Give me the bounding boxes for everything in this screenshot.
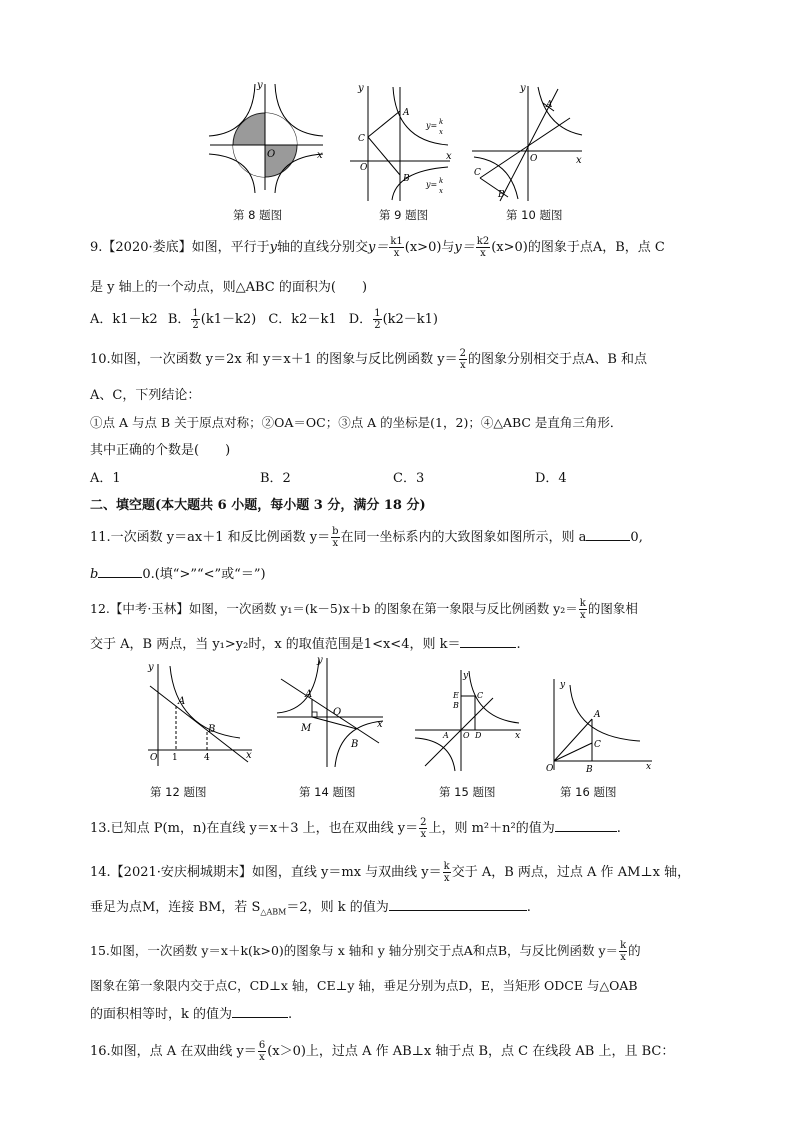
- q9-func1: y＝: [368, 240, 389, 255]
- q11-frac: [331, 526, 339, 549]
- svg-text:B: B: [208, 724, 216, 735]
- figure-10: [470, 83, 585, 203]
- fig8-caption: 第 8 题图: [233, 208, 283, 222]
- svg-text:k: k: [439, 118, 444, 126]
- fig16-caption: 第 16 题图: [560, 785, 617, 799]
- svg-text:C: C: [358, 134, 365, 144]
- q11-line2-b: 0.(填“>”“<”或“＝”): [142, 567, 266, 582]
- q15-line3: [90, 1003, 292, 1022]
- q16-line1: [90, 1040, 674, 1063]
- svg-text:O: O: [360, 163, 368, 173]
- svg-text:A: A: [305, 689, 313, 700]
- svg-text:k: k: [439, 177, 444, 185]
- svg-text:D: D: [475, 731, 482, 740]
- figure-16: [540, 675, 655, 775]
- q12-line1: [90, 598, 638, 621]
- svg-text:C: C: [474, 168, 481, 178]
- q9-option-d-expr: (k2－k1): [382, 312, 439, 327]
- q14-blank[interactable]: [389, 910, 527, 911]
- fig12-caption: 第 12 题图: [150, 785, 207, 799]
- q13-frac: [419, 817, 427, 840]
- q13-line: [90, 817, 621, 840]
- svg-text:x: x: [377, 719, 383, 730]
- q11-blank-a[interactable]: [586, 540, 630, 541]
- q9-option-b-letter: B．: [167, 312, 191, 327]
- q9-cond2: (x>0)的图象于点A，B，点 C: [491, 240, 665, 255]
- svg-text:y: y: [520, 83, 526, 94]
- q14-frac-den: x: [443, 873, 450, 884]
- svg-text:4: 4: [204, 753, 210, 763]
- figure-14: [275, 655, 385, 770]
- svg-text:y: y: [317, 655, 323, 666]
- q15-line2: 图象在第一象限内交于点C，CD⊥x 轴，CE⊥y 轴，垂足分别为点D，E，当矩形 ODCE 与△OAB: [90, 978, 638, 993]
- q10-line1-a: 10.如图，一次函数 y＝2x 和 y＝x＋1 的图象与反比例函数 y＝: [90, 352, 458, 367]
- q10-frac: [459, 348, 467, 371]
- figure-9: [348, 83, 453, 203]
- q15-blank[interactable]: [232, 1017, 288, 1018]
- q13-frac-den: x: [420, 829, 427, 840]
- q10-option-a[interactable]: A．1: [90, 471, 121, 486]
- svg-text:y=: y=: [426, 180, 438, 189]
- q14-frac: [443, 861, 451, 884]
- q9-option-b-half: [191, 308, 199, 331]
- q15-line1: [90, 940, 641, 963]
- q15-line1-a: 15.如图，一次函数 y＝x＋k(k>0)的图象与 x 轴和 y 轴分别交于点A和点B，与反比例函数 y＝: [90, 943, 619, 958]
- svg-text:O: O: [333, 707, 342, 718]
- q16-frac: [258, 1040, 266, 1063]
- q12-line1-b: 的图象相: [587, 601, 638, 616]
- q12-line2: [90, 633, 521, 652]
- q10-line2: A、C，下列结论：: [90, 388, 201, 403]
- q9-half-den-b: 2: [192, 320, 199, 331]
- svg-text:A: A: [443, 731, 449, 740]
- svg-text:A: A: [594, 710, 601, 720]
- q12-frac-num: k: [579, 598, 586, 609]
- q15-frac-num: k: [620, 940, 627, 951]
- q12-line2-a: 交于 A，B 两点，当 y₁>y₂时，x 的取值范围是1<x<4，则 k＝: [90, 637, 461, 652]
- svg-text:y: y: [358, 83, 364, 94]
- svg-text:C: C: [594, 740, 601, 750]
- q14-frac-num: k: [443, 861, 450, 872]
- svg-text:x: x: [246, 750, 252, 761]
- q9-half-den-d: 2: [374, 320, 381, 331]
- figure-8: [205, 78, 335, 198]
- q9-line1: [90, 236, 665, 259]
- q14-line2-c: .: [526, 900, 531, 915]
- q9-frac2-num: k2: [476, 236, 490, 247]
- q13-line-c: .: [616, 821, 621, 836]
- q10-line4: 其中正确的个数是( ): [90, 443, 231, 458]
- svg-text:x: x: [317, 150, 323, 161]
- svg-text:x: x: [515, 731, 521, 741]
- q15-line3-a: 的面积相等时，k 的值为: [90, 1007, 233, 1022]
- q11-line1-c: 0,: [630, 530, 643, 545]
- svg-text:x: x: [646, 762, 652, 772]
- svg-text:x: x: [439, 128, 443, 136]
- q13-frac-num: 2: [420, 817, 427, 828]
- q10-line1: [90, 348, 647, 371]
- fig9-caption: 第 9 题图: [379, 208, 429, 222]
- q11-line1-a: 11.一次函数 y＝ax＋1 和反比例函数 y＝: [90, 530, 331, 545]
- q16-frac-num: 6: [258, 1040, 266, 1051]
- q11-frac-den: x: [332, 538, 339, 549]
- q9-option-c[interactable]: C．k2－k1: [268, 312, 337, 327]
- q14-line2: [90, 896, 531, 917]
- q9-frac2-den: x: [480, 248, 486, 259]
- q9-half-num-b: 1: [192, 308, 199, 319]
- svg-text:O: O: [463, 731, 470, 740]
- q10-line1-b: 的图象分别相交于点A、B 和点: [467, 352, 648, 367]
- q9-option-a[interactable]: A．k1－k2: [90, 312, 158, 327]
- svg-text:O: O: [546, 764, 554, 774]
- svg-text:O: O: [530, 154, 538, 164]
- q9-option-b[interactable]: [168, 308, 256, 331]
- q14-line1-b: 交于 A，B 两点，过点 A 作 AM⊥x 轴，: [451, 865, 691, 880]
- svg-text:O: O: [267, 149, 276, 160]
- q14-line2-b: ＝2，则 k 的值为: [286, 900, 389, 915]
- q11-line2-a: b: [90, 567, 99, 582]
- q9-option-b-expr: (k1－k2): [200, 312, 257, 327]
- q10-frac-den: x: [459, 360, 466, 371]
- q15-line1-b: 的: [628, 943, 641, 958]
- section-2-heading: 二、填空题(本大题共 6 小题，每小题 3 分，满分 18 分): [90, 498, 426, 513]
- q9-half-num-d: 1: [374, 308, 381, 319]
- svg-text:O: O: [150, 753, 158, 763]
- fig14-caption: 第 14 题图: [299, 785, 356, 799]
- fig15-caption: 第 15 题图: [439, 785, 496, 799]
- q9-frac1: [389, 236, 403, 259]
- q9-mid1: 轴的直线分别交: [276, 240, 368, 255]
- q12-blank[interactable]: [460, 647, 516, 648]
- q9-func2: y＝: [454, 240, 475, 255]
- q15-line3-b: .: [288, 1007, 293, 1022]
- svg-text:x: x: [446, 151, 452, 162]
- q16-line1-b: (x＞0)上，过点 A 作 AB⊥x 轴于点 B，点 C 在线段 AB 上，且 BC：: [267, 1044, 675, 1059]
- q9-option-d-half: [373, 308, 381, 331]
- svg-text:B: B: [351, 739, 359, 750]
- svg-text:E: E: [453, 691, 459, 700]
- svg-text:y: y: [257, 80, 263, 91]
- svg-text:A: A: [546, 100, 553, 110]
- svg-text:B: B: [453, 701, 459, 710]
- q11-line1-b: 在同一坐标系内的大致图象如图所示，则 a: [340, 530, 587, 545]
- q11-line2: [90, 563, 266, 582]
- figure-15: [413, 668, 523, 773]
- q9-option-d-letter: D．: [348, 312, 373, 327]
- q11-frac-num: b: [332, 526, 339, 537]
- q14-line1-a: 14.【2021·安庆桐城期末】如图，直线 y＝mx 与双曲线 y＝: [90, 865, 442, 880]
- q9-options: [90, 308, 438, 331]
- q13-blank[interactable]: [555, 831, 617, 832]
- svg-text:C: C: [477, 691, 484, 700]
- q12-line2-b: .: [516, 637, 521, 652]
- svg-text:B: B: [403, 174, 410, 184]
- svg-text:1: 1: [172, 753, 178, 763]
- q9-option-d[interactable]: [349, 308, 438, 331]
- q10-line3: ①点 A 与点 B 关于原点对称；②OA＝OC；③点 A 的坐标是(1，2)；④△ABC 是直角三角形．: [90, 415, 623, 430]
- q16-frac-den: x: [259, 1052, 265, 1063]
- svg-text:A: A: [178, 696, 186, 707]
- q13-line-b: 上，则 m²＋n²的值为: [428, 821, 555, 836]
- svg-text:x: x: [576, 155, 582, 166]
- svg-text:y: y: [148, 662, 154, 673]
- q10-option-b[interactable]: B．2: [260, 471, 291, 486]
- figure-12: [140, 660, 255, 770]
- svg-text:y: y: [463, 671, 469, 681]
- q9-frac1-num: k1: [390, 236, 403, 247]
- q15-frac: [619, 940, 627, 963]
- q15-frac-den: x: [620, 952, 626, 963]
- q9-frac1-den: x: [393, 248, 400, 259]
- svg-text:x: x: [439, 187, 443, 195]
- q14-line2-sub: △ABM: [260, 907, 287, 917]
- q14-line2-a: 垂足为点M，连接 BM，若 S: [90, 900, 261, 915]
- q11-line1: [90, 526, 643, 549]
- q9-y-var: y: [269, 240, 277, 255]
- q10-frac-num: 2: [459, 348, 466, 359]
- svg-text:B: B: [586, 765, 593, 775]
- svg-text:M: M: [301, 723, 312, 734]
- fig10-caption: 第 10 题图: [506, 208, 563, 222]
- q9-cond1: (x>0)与: [404, 240, 455, 255]
- q9-frac2: [476, 236, 490, 259]
- q13-line-a: 13.已知点 P(m，n)在直线 y＝x＋3 上，也在双曲线 y＝: [90, 821, 419, 836]
- svg-text:y: y: [560, 680, 566, 690]
- q10-option-d[interactable]: D．4: [535, 471, 567, 486]
- q11-blank-b[interactable]: [98, 577, 142, 578]
- q12-line1-a: 12.【中考·玉林】如图，一次函数 y₁＝(k－5)x＋b 的图象在第一象限与反比例函数 y₂＝: [90, 601, 578, 616]
- q12-frac: [579, 598, 587, 621]
- svg-text:B: B: [498, 190, 505, 200]
- q10-option-c[interactable]: C．3: [393, 471, 425, 486]
- q16-line1-a: 16.如图，点 A 在双曲线 y＝: [90, 1044, 257, 1059]
- q14-line1: [90, 861, 690, 884]
- svg-text:A: A: [403, 108, 410, 118]
- q9-prefix: 9.【2020·娄底】如图，平行于: [90, 240, 270, 255]
- q9-line2: 是 y 轴上的一个动点，则△ABC 的面积为( ): [90, 280, 368, 295]
- svg-text:y=: y=: [426, 121, 438, 130]
- q12-frac-den: x: [579, 610, 586, 621]
